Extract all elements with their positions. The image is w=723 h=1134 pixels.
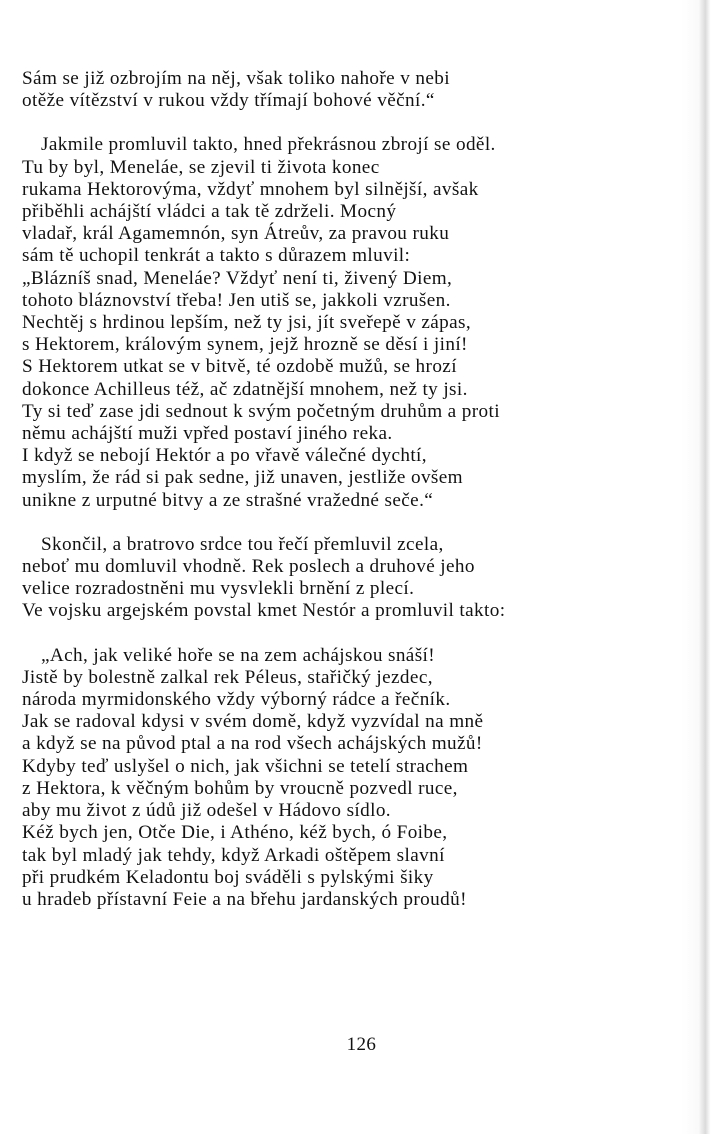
text-line: tak byl mladý jak tehdy, když Arkadi oštěpem slavní — [22, 844, 445, 866]
text-line: velice rozradostněni mu vysvlekli brnění z plecí. — [22, 578, 415, 600]
text-line: aby mu život z údů již odešel v Hádovo sídlo. — [22, 800, 391, 822]
text-line: Ty si teď zase jdi sednout k svým početným druhům a proti — [22, 400, 500, 422]
text-line: sám tě uchopil tenkrát a takto s důrazem mluvil: — [22, 245, 411, 267]
text-line: přiběhli achájští vládci a tak tě zdrželi. Mocný — [22, 201, 397, 223]
paragraph — [22, 68, 622, 112]
text-line: Skončil, a bratrovo srdce tou řečí přemluvil zcela, — [41, 533, 444, 555]
text-line: „Blázníš snad, Meneláe? Vždyť není ti, živený Diem, — [22, 267, 453, 289]
page-number: 126 — [346, 1034, 377, 1055]
text-line: Tu by byl, Meneláe, se zjevil ti života konec — [22, 156, 380, 178]
paragraph — [22, 645, 622, 911]
text-line: rukama Hektorovýma, vždyť mnohem byl silnější, avšak — [22, 178, 479, 200]
text-line: Sám se již ozbrojím na něj, však toliko nahoře v nebi — [22, 68, 450, 89]
text-line: z Hektora, k věčným bohům by vroucně pozvedl ruce, — [22, 777, 458, 799]
text-line: Kéž bych jen, Otče Die, i Athéno, kéž bych, ó Foibe, — [22, 822, 448, 844]
text-line: Jistě by bolestně zalkal rek Péleus, stařičký jezdec, — [22, 666, 433, 688]
text-line: otěže vítězství v rukou vždy třímají bohové věční.“ — [22, 90, 435, 112]
text-line: Jakmile promluvil takto, hned překrásnou zbrojí se oděl. — [41, 134, 496, 156]
page-body-text — [22, 68, 622, 911]
text-line: vladař, král Agamemnón, syn Átreův, za pravou ruku — [22, 223, 450, 245]
text-line: Kdyby teď uslyšel o nich, jak všichni se tetelí strachem — [22, 755, 469, 777]
text-line: u hradeb přístavní Feie a na břehu jardanských proudů! — [22, 888, 467, 910]
text-line: Jak se radoval kdysi v svém domě, když vyzvídal na mně — [22, 711, 484, 733]
text-line: tohoto bláznovství třeba! Jen utiš se, jakkoli vzrušen. — [22, 289, 451, 311]
text-line: Nechtěj s hrdinou lepším, než ty jsi, jít sveřepě v zápas, — [22, 312, 472, 334]
scan-edge-gradient — [681, 0, 723, 1134]
text-line: národa myrmidonského vždy výborný rádce a řečník. — [22, 689, 451, 711]
text-line: I když se nebojí Hektór a po vřavě válečné dychtí, — [22, 445, 427, 467]
text-line: unikne z urputné bitvy a ze strašné vražedné seče.“ — [22, 489, 434, 511]
text-line: dokonce Achilleus též, ač zdatnější mnohem, než ty jsi. — [22, 378, 468, 400]
text-line: němu achájští muži vpřed postaví jiného reka. — [22, 423, 393, 445]
text-line: a když se na původ ptal a na rod všech achájských mužů! — [22, 733, 483, 755]
text-line: při prudkém Keladontu boj sváděli s pylskými šiky — [22, 866, 434, 888]
text-line: myslím, že rád si pak sedne, již unaven, jestliže ovšem — [22, 467, 463, 489]
text-line: s Hektorem, královým synem, jejž hrozně se děsí i jiní! — [22, 334, 468, 356]
text-line: „Ach, jak veliké hoře se na zem achájskou snáší! — [41, 644, 436, 666]
paragraph — [22, 134, 622, 511]
text-line: Ve vojsku argejském povstal kmet Nestór a promluvil takto: — [22, 600, 506, 622]
scan-gutter-shadow — [681, 0, 723, 1134]
text-line: S Hektorem utkat se v bitvě, té ozdobě mužů, se hrozí — [22, 356, 457, 378]
paragraph — [22, 534, 622, 623]
text-line: neboť mu domluvil vhodně. Rek poslech a druhové jeho — [22, 556, 475, 578]
